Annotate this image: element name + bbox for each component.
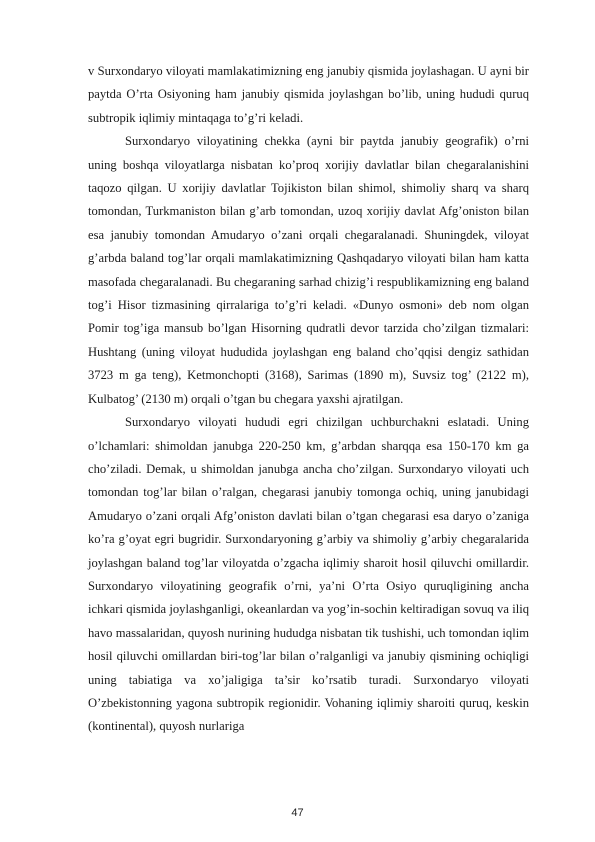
paragraph-intro: v Surxondaryo viloyati mamlakatimizning eng janubiy qismida joylashagan. U ayni bir paytda O’rta Osiyoning ham janubiy qismida joylashgan bo’lib, uning hududi quruq subtropik iqlimiy mintaqaga to’g’ri keladi. — [88, 64, 529, 125]
page-number: 47 — [291, 807, 304, 819]
document-body — [88, 60, 529, 739]
paragraph-borders: Surxondaryo viloyatining chekka (ayni bir paytda janubiy geografik) o’rni uning boshqa viloyatlarga nisbatan ko’proq xorijiy davlatlar bilan chegaralanishini taqozo qilgan. U xorijiy davlatlar Tojikiston bilan shimol, shimoliy sharq va sharq tomondan, Turkmaniston bilan g’arb tomondan, uzoq xorijiy davlat Afg’oniston bilan esa janubiy tomondan Amudaryo o’zani orqali chegaralanadi. Shuningdek, viloyat g’arbda baland tog’lar orqali mamlakatimizning Qashqadaryo viloyati bilan ham katta masofada chegaralanadi. Bu chegaraning sarhad chizig’i respublikamizning eng baland tog’i Hisor tizmasining qirralariga to’g’ri keladi. «Dunyo osmoni» deb nom olgan Pomir tog’iga mansub bo’lgan Hisorning qudratli devor tarzida cho’zilgan tizmalari: Hushtang (uning viloyat hududida joylashgan eng baland cho’qqisi dengiz sathidan 3723 m ga teng), Ketmonchopti (3168), Sarimas (1890 m), Suvsiz tog’ (2122 m), Kulbatog’ (2130 m) orqali o’tgan bu chegara yaxshi ajratilgan. — [88, 134, 529, 406]
paragraph-territory: Surxondaryo viloyati hududi egri chizilgan uchburchakni eslatadi. Uning o’lchamlari: shimoldan janubga 220-250 km, g’arbdan sharqqa esa 150-170 km ga cho’ziladi. Demak, u shimoldan janubga ancha cho’zilgan. Surxondaryo viloyati uch tomondan tog’lar bilan o’ralgan, chegarasi janubiy tomonga ochiq, uning janubidagi Amudaryo o’zani orqali Afg’oniston davlati bilan o’tgan chegarasi esa daryo o’zaniga ko’ra g’oyat egri bugridir. Surxondaryoning g’arbiy va shimoliy g’arbiy chegaralarida joylashgan baland tog’lar viloyatda o’zgacha iqlimiy sharoit hosil qiluvchi omillardir. Surxondaryo viloyatining geografik o’rni, ya’ni O’rta Osiyo quruqligining ancha ichkari qismida joylashganligi, okeanlardan va yog’in-sochin keltiradigan sovuq va iliq havo massalaridan, quyosh nurining hududga nisbatan tik tushishi, uch tomondan iqlim hosil qiluvchi omillardan biri-tog’lar bilan o’ralganligi va janubiy qismining ochiqligi uning tabiatiga va xo’jaligiga ta’sir ko’rsatib turadi. Surxondaryo viloyati O’zbekistonning yagona subtropik regionidir. Vohaning iqlimiy sharoiti quruq, keskin (kontinental), quyosh nurlariga — [88, 415, 529, 734]
